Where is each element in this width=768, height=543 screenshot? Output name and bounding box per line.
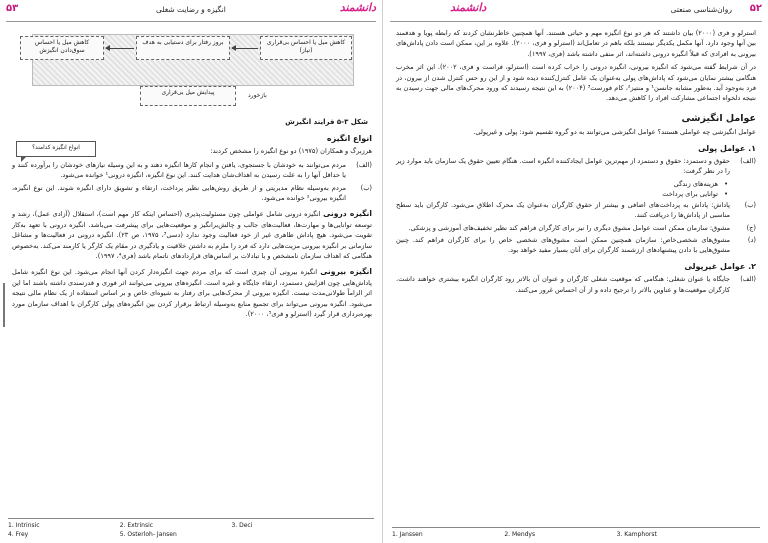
extrinsic-text: انگیزه بیرونی آن چیزی است که برای مردم جهت انگیزه‌دار کردن آنها انجام می‌شود. این نوع انگیزه شامل پاداش‌هایی چون افزایش دستمزد، ارتقاء جایگاه و غیره است. انگیزه‌های بیرونی می‌توانند اثر فوری و قدرتمندی داشته باشند اما این اثر الزاماً طولانی‌مدت نیست. انگیزه بیرونی از محرک‌هایی برای رفتار به شیوه‌ای خاص و بر اساس استفاده از یک نظام مالی نتیجه می‌شود. انگیزه بیرونی می‌تواند برای تجمیع منابع به‌وسیله ارتباط برقرار کردن بین انگیزه‌های پولی کارگران با اهداف سازمان مورد بهره‌برداری قرار گیرد (استرلو و فری⁵، ۲۰۰۰). (12, 268, 372, 319)
diagram-box-3: کاهش میل یا احساس بی‌قراری (نیاز) (260, 36, 352, 60)
money-b-label: (ب) (744, 200, 756, 209)
type-a-label: (الف) (356, 160, 372, 169)
right-para-1: استرلو و فری (۲۰۰۰) بیان داشتند که هر دو نوع انگیزه مهم و حیاتی هستند. آنها همچنین خاطرنشان کردند که رابطه پویا و هدفمند بین آنها وجود دارد. آنها مکمل یکدیگر نیستند بلکه باهم در تعامل‌اند (استرلو و فری، ۲۰۰۰). علاوه بر این، ممکن است دادن پاداش‌های بیرونی به افرادی که قبلاً انگیزه درونی داشته‌اند، اثر منفی داشته باشد (فری، ۱۹۹۷). (396, 29, 757, 58)
factors-intro: عوامل انگیزشی چه عواملی هستند؟ عوامل انگیزشی می‌توانند به دو گروه تقسیم شود: پولی و غیرپولی. (473, 128, 756, 137)
right-footnote-1: 1. Janssen (392, 531, 423, 538)
nonmoney-a-text: جایگاه یا عنوان شغلی: هنگامی که موقعیت شغلی کارگران و عنوان آن بالاتر رود کارگران انگیزه بیشتری خواهند داشت. کارگران موقعیت‌ها و عناوین بالاتر را ترجیح داده و از آن احساس غرور می‌کنند. (396, 275, 730, 294)
right-footnotes (392, 527, 760, 539)
types-intro: هرزبرگ و همکاران (۱۹۷۵) دو نوع انگیزه را مشخص کردند: (210, 147, 372, 156)
left-body (12, 128, 372, 323)
money-c (396, 223, 756, 233)
figure-caption: شکل ۳-۵ فرایند انگیزش (285, 118, 368, 126)
margin-bar (3, 283, 5, 327)
intrinsic-paragraph (12, 209, 372, 261)
type-b-label: (ب) (360, 183, 372, 192)
right-header-title: روان‌شناسی صنعتی (670, 5, 732, 14)
right-body (396, 28, 756, 297)
margin-question-note: انواع انگیزه کدامند؟ (16, 141, 96, 157)
footnote-2: 2. Extrinsic (119, 522, 154, 529)
money-d-label: (د) (747, 235, 756, 244)
intrinsic-heading: انگیزه درونی (323, 209, 373, 219)
type-b-text: مردم به‌وسیله نظام مدیریتی و از طریق روش‌هایی نظیر پرداخت، ارتقاء و تشویق دارای انگیزه شوند. این نوع انگیزه، انگیزه بیرونی² خوانده می‌شود. (12, 183, 346, 203)
money-b (396, 200, 756, 221)
left-header-title: انگیزه و رضایت شغلی (156, 5, 226, 14)
left-page-header (6, 3, 376, 22)
monetary-factors-heading: ۱. عوامل پولی (698, 143, 756, 153)
money-c-label: (ج) (746, 223, 756, 232)
money-c-text: مشوق: سازمان ممکن است عوامل مشوق دیگری را نیز برای کارگران فراهم کند نظیر تخفیف‌های آموزشی و پزشکی. (408, 223, 730, 232)
nonmoney-a-label: (الف) (740, 275, 756, 284)
bullet-cost-of-living: • هزینه‌های زندگی (396, 179, 756, 189)
footnote-5: 5. Osterloh- Jansen (119, 531, 177, 538)
diagram-box-2: بروز رفتار برای دستیابی به هدف (136, 36, 230, 60)
right-page (384, 0, 768, 543)
diagram-box-4: پیدایش میل بی‌قراری (140, 86, 236, 106)
intrinsic-text: انگیزه درونی شامل عواملی چون مسئولیت‌پذیری (احساس اینکه کار مهم است)، استقلال (آزادی عمل)، رشد و توسعه توانایی‌ها و مهارت‌ها، فعالیت‌های جالب و چالش‌برانگیز و موقعیت‌هایی برای پیشرفت می‌باشد. انگیزه درونی با تعهد به‌کار تقویت می‌شود. هیچ پاداش ظاهری غیر از خود فعالیت وجود ندارد (دسی³، ۱۹۷۵، ص ۲۳). انگیزه درونی در فعالیت‌ها و مشاغل سازمانی بر انگیزه بیرونی مزیت‌هایی دارد که فرد را ملزم به داشتن خلاقیت و یادگیری در مقام یک کارگر یا کارمند می‌کند. به‌خصوص هنگامی که اهداف سازمان نامشخص و یا تبادلات بر اساس‌های قراردادهای ناتمام باشد (فری⁴، ۱۹۹۷). (12, 210, 372, 261)
money-a-label: (الف) (740, 157, 756, 166)
diagram-arrow-1 (106, 48, 134, 49)
extrinsic-paragraph (12, 267, 372, 319)
money-d-text: مشوق‌های شخصی‌خاص: سازمان همچنین ممکن است مشوق‌های شخصی خاص را برای کارگران فراهم کند. چنین مشوق‌هایی با دادن پیشنهادهای ارزشمند کارگران برای آنان بسیار مفید خواهد بود. (396, 235, 730, 255)
bullet-ability-to-pay: • توانایی برای پرداخت (396, 189, 756, 199)
type-a (12, 160, 372, 181)
diagram-box-1: کاهش میل یا احساس سوق‌دادن انگیزش (20, 36, 104, 60)
right-page-number: ۵۲ (749, 3, 762, 14)
diagram-arrow-2 (232, 48, 258, 49)
footnote-3: 3. Deci (231, 522, 253, 529)
right-page-header (390, 3, 762, 22)
diagram-arrow-label: بازخورد (248, 92, 267, 99)
type-a-text: مردم می‌توانند به خودشان با جستجوی، یافتن و انجام کارها انگیزه دهند و به این وسیله نیازهای خودشان را برآورده کنند و یا حداقل آنها را به علت رسیدن به اهداف‌شان هدایت کنند. این نوع انگیزه، انگیزه درونی¹ خوانده می‌شود. (12, 160, 346, 180)
motivation-process-diagram (12, 26, 372, 118)
types-of-motivation-heading: انواع انگیزه (326, 134, 372, 143)
nonmoney-a (396, 274, 756, 295)
nonmonetary-factors-heading: ۲. عوامل غیرپولی (684, 261, 756, 271)
right-para-2: در آن شرایط گفته می‌شود که انگیزه بیرونی، انگیزه درونی را خراب کرده است (استرلو، فراست و فری، ۲۰۰۲). این اثر مخرب هنگامی بیشتر نمایان می‌شود که پاداش‌های پولی به‌عنوان یک عامل کنترل‌کننده دیده شود و از این رو حس کنترل شدن از بیرون، در فرد به‌وجود آید. به‌طور مشابه جانسن¹ و منتیز²، کام فورست³ (۲۰۰۴) به این نتیجه رسیدند که ورود محرک‌های مالی جهت رسیدن به نتیجه دلخواه اجتماعی مشارکت افراد را کاهش می‌دهد. (396, 63, 756, 103)
footnote-1: 1. Intrinsic (8, 522, 40, 529)
right-footnote-2: 2. Mendys (504, 531, 536, 538)
left-page-number: ۵۳ (6, 3, 19, 14)
money-a-text: حقوق و دستمزد: حقوق و دستمزد از مهم‌ترین عوامل ایجادکننده انگیزه است. هنگام تعیین حقوق یک سازمان باید موارد زیر را در نظر گرفت: (396, 157, 730, 176)
left-page (0, 0, 383, 543)
extrinsic-heading: انگیزه بیرونی (320, 267, 373, 277)
publisher-logo-right: دانشمند (450, 1, 487, 14)
left-footnotes (8, 518, 374, 539)
right-footnote-3: 3. Kamphorst (616, 531, 657, 538)
money-b-text: پاداش: پاداش به پرداخت‌های اضافی و بیشتر از حقوق کارگران به‌عنوان یک محرک اطلاق می‌شود. کارگران باید سطح مناسبی از پاداش‌ها را دریافت کنند. (396, 200, 730, 220)
money-a (396, 156, 756, 177)
money-d (396, 235, 756, 256)
motivational-factors-heading: عوامل انگیزشی (681, 112, 756, 124)
footnote-4: 4. Frey (8, 531, 29, 538)
publisher-logo: دانشمند (339, 1, 376, 14)
type-b (12, 183, 372, 204)
